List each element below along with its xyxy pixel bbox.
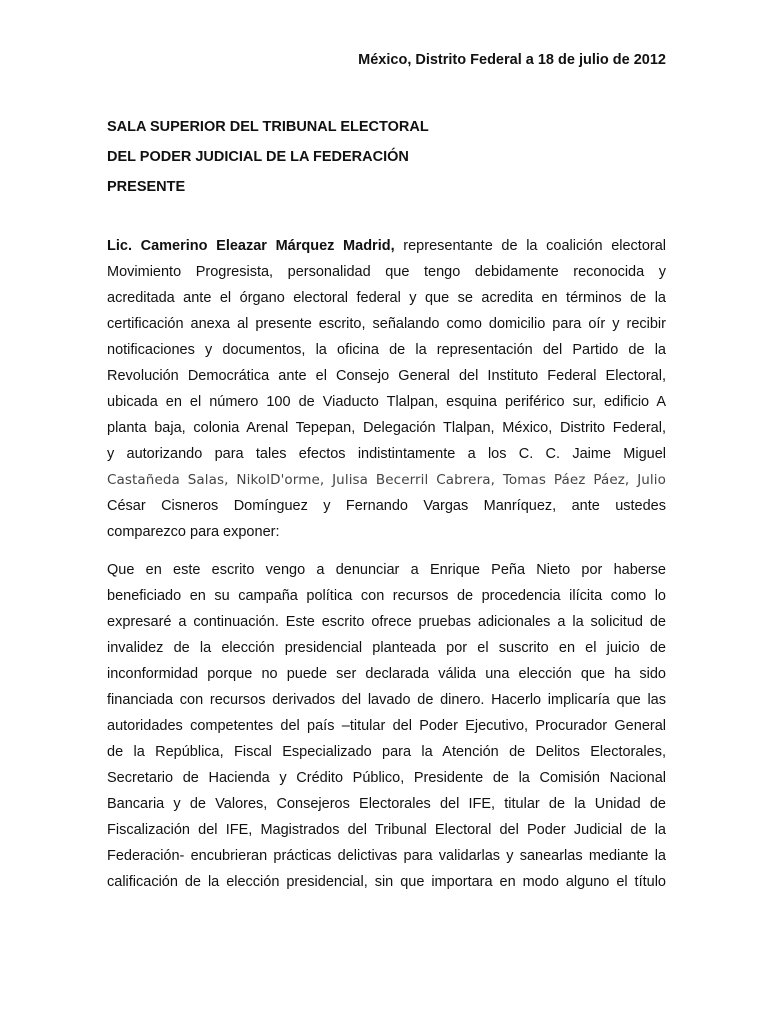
paragraph-2-line: financiada con recursos derivados del lavado de dinero. Hacerlo implicaría que las — [107, 692, 666, 708]
speaker-name: Lic. Camerino Eleazar Márquez Madrid, — [107, 238, 395, 254]
paragraph-1-line: ubicada en el número 100 de Viaducto Tlalpan, esquina periférico sur, edificio A — [107, 394, 666, 410]
body-text — [107, 233, 666, 895]
paragraph-2-line: Bancaria y de Valores, Consejeros Electorales del IFE, titular de la Unidad de — [107, 796, 666, 812]
paragraph-2-line: invalidez de la elección presidencial planteada por el suscrito en el juicio de — [107, 640, 666, 656]
paragraph-2-line: Fiscalización del IFE, Magistrados del Tribunal Electoral del Poder Judicial de la — [107, 822, 666, 838]
paragraph-2-line: de la República, Fiscal Especializado para la Atención de Delitos Electorales, — [107, 744, 666, 760]
paragraph-1-line-1-rest: representante de la coalición electoral — [403, 238, 666, 254]
paragraph-1 — [107, 233, 666, 545]
paragraph-2-line: inconformidad porque no puede ser declarada válida una elección que ha sido — [107, 666, 666, 682]
paragraph-1-line: notificaciones y documentos, la oficina de la representación del Partido de la — [107, 342, 666, 358]
paragraph-1-line: Movimiento Progresista, personalidad que tengo debidamente reconocida y — [107, 264, 666, 280]
paragraph-2-line: expresaré a continuación. Este escrito ofrece pruebas adicionales a la solicitud de — [107, 614, 666, 630]
paragraph-2-line: autoridades competentes del país –titular del Poder Ejecutivo, Procurador General — [107, 718, 666, 734]
paragraph-1-line-1 — [107, 233, 666, 259]
paragraph-1-line: comparezco para exponer: — [107, 524, 280, 540]
paragraph-1-line: y autorizando para tales efectos indistintamente a los C. C. Jaime Miguel — [107, 446, 666, 462]
paragraph-1-line: certificación anexa al presente escrito, señalando como domicilio para oír y recibir — [107, 316, 666, 332]
paragraph-2-line: beneficiado en su campaña política con recursos de procedencia ilícita como lo — [107, 588, 666, 604]
addressee-line-2: DEL PODER JUDICIAL DE LA FEDERACIÓN — [107, 149, 409, 165]
paragraph-1-line: acreditada ante el órgano electoral federal y que se acredita en términos de la — [107, 290, 666, 306]
paragraph-2 — [107, 557, 666, 895]
paragraph-1-line: César Cisneros Domínguez y Fernando Vargas Manríquez, ante ustedes — [107, 498, 666, 514]
date-line: México, Distrito Federal a 18 de julio de 2012 — [358, 52, 666, 68]
paragraph-2-line: Federación- encubrieran prácticas delictivas para validarlas y sanearlas mediante la — [107, 848, 666, 864]
paragraph-1-line: Castañeda Salas, NikolD'orme, Julisa Becerril Cabrera, Tomas Páez Páez, Julio — [107, 472, 666, 488]
paragraph-1-line: Revolución Democrática ante el Consejo General del Instituto Federal Electoral, — [107, 368, 666, 384]
paragraph-2-line: calificación de la elección presidencial, sin que importara en modo alguno el título — [107, 874, 666, 890]
addressee-block — [107, 112, 667, 202]
paragraph-2-line: Secretario de Hacienda y Crédito Público, Presidente de la Comisión Nacional — [107, 770, 666, 786]
addressee-line-3: PRESENTE — [107, 179, 186, 195]
paragraph-2-line: Que en este escrito vengo a denunciar a Enrique Peña Nieto por haberse — [107, 562, 666, 578]
addressee-line-1: SALA SUPERIOR DEL TRIBUNAL ELECTORAL — [107, 119, 429, 135]
paragraph-1-line: planta baja, colonia Arenal Tepepan, Delegación Tlalpan, México, Distrito Federal, — [107, 420, 666, 436]
